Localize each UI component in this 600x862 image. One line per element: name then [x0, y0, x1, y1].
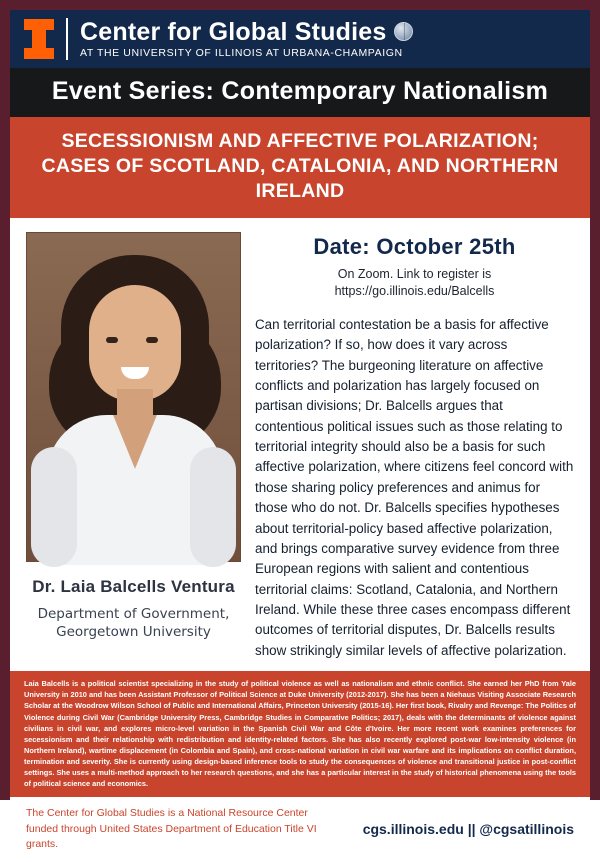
footer — [10, 797, 590, 862]
page-title: SECESSIONISM AND AFFECTIVE POLARIZATION; CASES OF SCOTLAND, CATALONIA, AND NORTHERN IRELAND — [10, 117, 590, 218]
contact-info[interactable]: cgs.illinois.edu || @cgsatillinois — [362, 821, 574, 838]
portrait-arm-right — [190, 447, 236, 567]
register-link[interactable]: https://go.illinois.edu/Balcells — [334, 284, 495, 299]
speaker-portrait — [26, 232, 241, 562]
registration-info — [255, 266, 574, 301]
header-divider — [66, 18, 68, 60]
globe-icon — [394, 22, 413, 41]
portrait-arm-left — [31, 447, 77, 567]
header — [10, 10, 590, 68]
body — [10, 218, 590, 665]
portrait-eye-right — [146, 337, 158, 343]
details-column — [255, 232, 574, 661]
portrait-face — [89, 285, 181, 401]
block-i-logo — [24, 19, 54, 59]
event-date: Date: October 25th — [313, 233, 516, 259]
event-series-banner: Event Series: Contemporary Nationalism — [10, 68, 590, 117]
header-text — [80, 19, 413, 59]
platform-note: On Zoom. Link to register is — [337, 266, 492, 281]
abstract-text: Can territorial contestation be a basis for affective polarization? If so, how does it vary across territories? The burgeoning literature on affective conflicts and polarization has largely focused on partisan divisions; Dr. Balcells argues that contentious political issues such as those relating to territorial integrity should also be a basis for such affective polarization, where citizens feel concord with those sharing policy preferences and animus for those who do not. Dr. Balcells specifies hypotheses about territorial-policy based affective polarization, and brings comparative survey evidence from three European regions with salient and contentious territorial claims: Scotland, Catalonia, and Northern Ireland. While these three cases encompass different outcomes of territorial disputes, Dr. Balcells results show strikingly similar levels of affective polarization. — [255, 316, 574, 658]
speaker-affiliation: Department of Government, Georgetown University — [37, 606, 230, 641]
speaker-column — [26, 232, 241, 661]
speaker-bio: Laia Balcells is a political scientist specializing in the study of political violence as well as nationalism and ethnic conflict. She earned her PhD from Yale University in 2010 and has been Assistant Professor of Political Science at Duke University (2012-2017). She has been a Niehaus Visiting Associate Research Scholar at the Woodrow Wilson School of Public and International Affairs, Princeton University (2015-16). Her first book, Rivalry and Revenge: The Politics of Violence during Civil War (Cambridge University Press, Cambridge Studies in Comparative Politics; 2017), deals with the determinants of violence against civilians in civil war, and explores micro-level variation in the Spanish Civil War and Côte d'Ivoire. Her more recent work examines preferences for secessionism and their relationship with redistribution and identity-related factors. She has also recently explored post-war low-intensity violence (in Northern Ireland), wartime displacement (in Colombia and Spain), and cross-national variation in civil war warfare and its implications on conflict duration, termination and severity. She is currently using design-based inference tools to study the consequences of violence and transitional justice in post-conflict settings. She uses a multi-method approach to her research questions, and she has a particular interest in the study of historical phenomena using the tools of political science and economics. — [10, 671, 590, 797]
org-title: Center for Global Studies — [80, 17, 387, 46]
org-subtitle: AT THE UNIVERSITY OF ILLINOIS AT URBANA-CHAMPAIGN — [80, 47, 403, 60]
org-title-row — [80, 19, 413, 45]
portrait-eye-left — [106, 337, 118, 343]
funding-note: The Center for Global Studies is a National Resource Center funded through United States Department of Education Title VI grants. — [26, 807, 317, 850]
speaker-name: Dr. Laia Balcells Ventura — [32, 576, 235, 596]
